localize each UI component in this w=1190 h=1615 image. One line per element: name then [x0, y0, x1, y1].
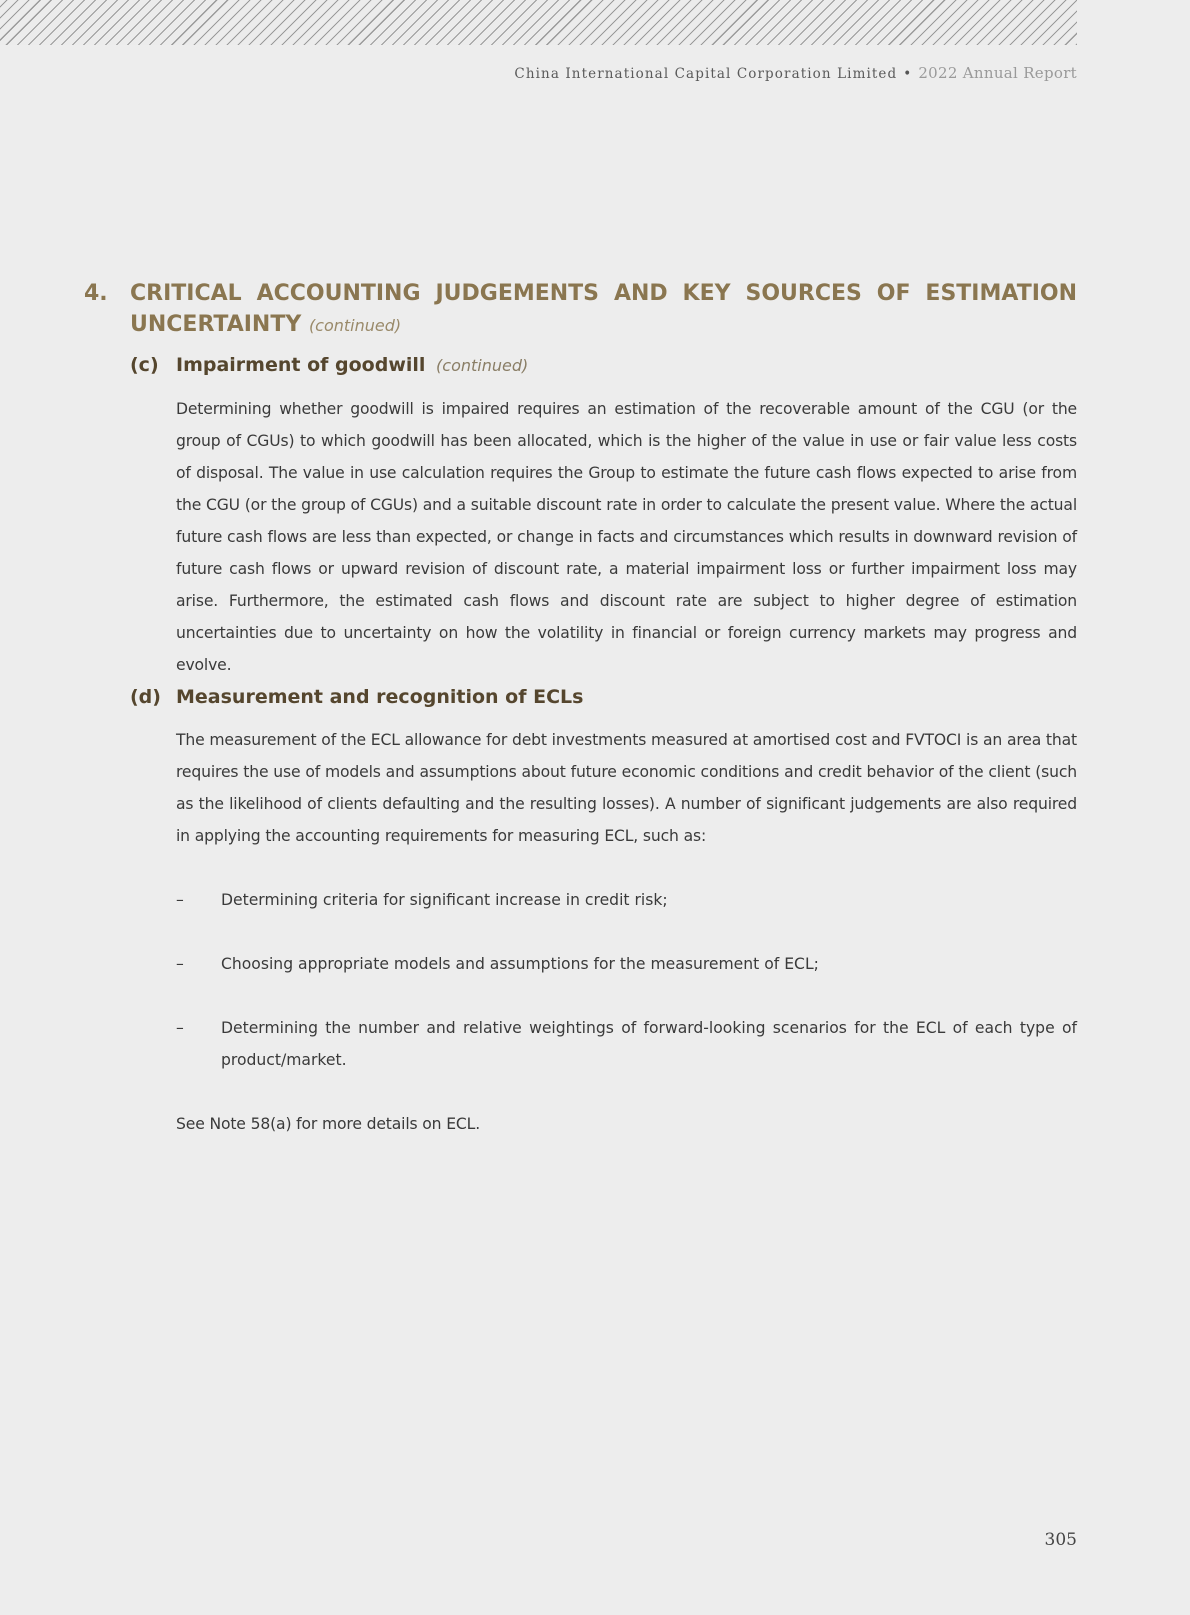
running-header — [514, 64, 1077, 82]
dash-bullet-icon: – — [176, 891, 184, 909]
subsection-c-paragraph: Determining whether goodwill is impaired requires an estimation of the recoverable amount of the CGU (or the group of CGUs) to which goodwill has been allocated, which is the higher of the value in use or fair value less costs of disposal. The value in use calculation requires the Group to estimate the future cash flows expected to arise from the CGU (or the group of CGUs) and a suitable discount rate in order to calculate the present value. Where the actual future cash flows are less than expected, or change in facts and circumstances which results in downward revision of future cash flows or upward revision of discount rate, a material impairment loss or further impairment loss may arise. Furthermore, the estimated cash flows and discount rate are subject to higher degree of estimation uncertainties due to uncertainty on how the volatility in financial or foreign currency markets may progress and evolve. — [176, 400, 1077, 674]
subsection-c-continued: (continued) — [436, 356, 529, 375]
section-title — [84, 278, 1077, 341]
company-name: China International Capital Corporation Limited — [514, 66, 898, 82]
subsection-c-letter: (c) — [130, 354, 159, 376]
list-item-text: Choosing appropriate models and assumptions for the measurement of ECL; — [221, 955, 819, 973]
subsection-d — [130, 684, 1077, 1140]
subsection-d-paragraph: The measurement of the ECL allowance for debt investments measured at amortised cost and FVTOCI is an area that requires the use of models and assumptions about future economic conditions and credit behavior of the client (such as the likelihood of clients defaulting and the resulting losses). A number of significant judgements are also required in applying the accounting requirements for measuring ECL, such as: — [176, 731, 1077, 845]
section-number: 4. — [84, 281, 108, 306]
ecl-judgement-list — [176, 884, 1077, 1076]
dash-bullet-icon: – — [176, 1019, 184, 1037]
section-title-line1: CRITICAL ACCOUNTING JUDGEMENTS AND KEY SOURCES OF ESTIMATION — [130, 281, 1077, 306]
subsection-d-heading: Measurement and recognition of ECLs — [176, 686, 584, 708]
list-item-text: Determining the number and relative weightings of forward-looking scenarios for the ECL of each type of product/market. — [221, 1019, 1077, 1069]
subsection-c-title — [130, 352, 1077, 379]
list-item — [176, 948, 1077, 980]
subsection-c — [130, 352, 1077, 681]
subsection-d-letter: (d) — [130, 686, 161, 708]
list-item — [176, 884, 1077, 916]
section-continued: (continued) — [308, 316, 402, 335]
subsection-c-heading: Impairment of goodwill — [176, 354, 426, 376]
subsection-d-title — [130, 684, 1077, 710]
section-4-heading — [84, 278, 1077, 341]
header-separator: • — [903, 66, 913, 82]
section-title-line2: UNCERTAINTY — [130, 312, 302, 337]
report-title: 2022 Annual Report — [918, 64, 1077, 82]
page-number: 305 — [1044, 1530, 1077, 1550]
dash-bullet-icon: – — [176, 955, 184, 973]
list-item — [176, 1012, 1077, 1076]
decorative-hatch-band — [0, 0, 1077, 45]
ecl-note-reference: See Note 58(a) for more details on ECL. — [176, 1115, 481, 1133]
list-item-text: Determining criteria for significant increase in credit risk; — [221, 891, 668, 909]
